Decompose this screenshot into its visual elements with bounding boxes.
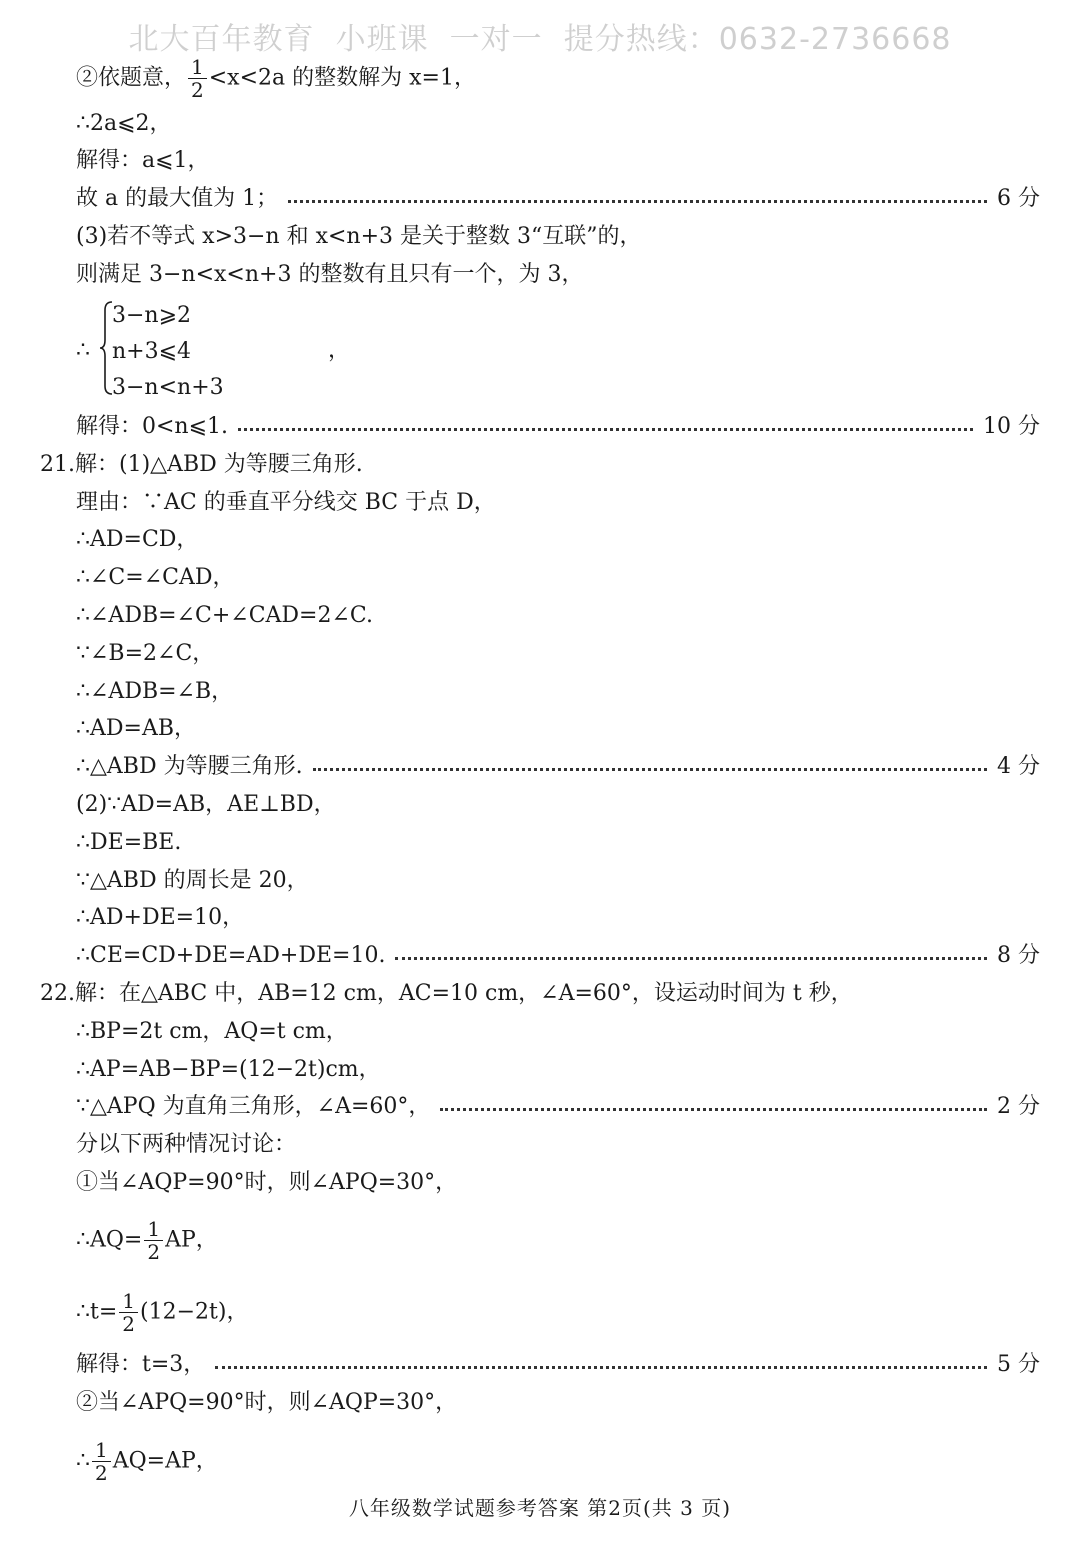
p21-line-6: ∵∠B=2∠C，	[76, 641, 215, 666]
p22-line-7-text-a: ∴AQ=	[76, 1227, 143, 1253]
fraction: $\frac{1}{2}$	[188, 56, 207, 101]
system-row-1: 3−n⩾2	[112, 303, 192, 328]
p21-line-9	[76, 748, 1040, 786]
p22-line-11-text-b: AQ=AP，	[112, 1448, 218, 1474]
p21-line-3: ∴AD=CD，	[76, 527, 199, 552]
p22-line-4-text: ∵△APQ 为直角三角形，∠A=60°，	[76, 1094, 431, 1119]
dotted-leader	[238, 428, 973, 431]
system-row-3: 3−n<n+3	[112, 375, 224, 400]
p22-line-8-text-a: ∴t=	[76, 1299, 118, 1325]
p20-line-7-text: 解得：0<n⩽1.	[76, 414, 229, 439]
p21-line-8: ∴AD=AB，	[76, 716, 197, 741]
p21-line-4: ∴∠C=∠CAD，	[76, 565, 235, 590]
p22-line-1: 22.解：在△ABC 中，AB=12 cm，AC=10 cm，∠A=60°，设运动时间为 t 秒，	[40, 981, 853, 1006]
p22-line-11	[76, 1438, 218, 1485]
p21-line-11: ∴DE=BE.	[76, 830, 182, 855]
p21-line-14	[76, 937, 1040, 975]
score-label: 4 分	[997, 754, 1040, 779]
dotted-leader	[440, 1108, 987, 1111]
score-label: 2 分	[997, 1094, 1040, 1119]
dotted-leader	[215, 1366, 987, 1369]
p21-line-5: ∴∠ADB=∠C+∠CAD=2∠C.	[76, 603, 373, 628]
score-label: 8 分	[997, 943, 1040, 968]
p22-line-2: ∴BP=2t cm，AQ=t cm，	[76, 1019, 348, 1044]
p21-line-12: ∵△ABD 的周长是 20，	[76, 868, 309, 893]
p20-line-6: 则满足 3−n<x<n+3 的整数有且只有一个，为 3，	[76, 262, 584, 287]
p22-line-9-text: 解得：t=3，	[76, 1352, 206, 1377]
p20-line-1	[76, 55, 476, 102]
system-comma: ，	[328, 338, 351, 363]
p22-line-11-text-a: ∴	[76, 1448, 90, 1474]
p22-line-10: ②当∠APQ=90°时，则∠AQP=30°，	[76, 1390, 458, 1415]
inequality-system	[76, 298, 376, 402]
p22-line-4	[76, 1088, 1040, 1126]
score-label: 10 分	[983, 414, 1040, 439]
page-footer: 八年级数学试题参考答案 第2页(共 3 页)	[348, 1496, 732, 1520]
fraction: $\frac{1}{2}$	[119, 1290, 138, 1335]
p20-line-1-text-a: ②依题意，	[76, 65, 187, 91]
p20-line-5: (3)若不等式 x>3−n 和 x<n+3 是关于整数 3“互联”的，	[76, 224, 642, 249]
p22-line-7	[76, 1217, 218, 1264]
p21-line-13: ∴AD+DE=10，	[76, 905, 245, 930]
p22-line-3: ∴AP=AB−BP=(12−2t)cm，	[76, 1057, 381, 1082]
fraction: $\frac{1}{2}$	[144, 1218, 163, 1263]
p20-line-2: ∴2a⩽2，	[76, 111, 172, 136]
p20-line-1-text-b: <x<2a 的整数解为 x=1，	[208, 65, 476, 91]
p20-line-4-text: 故 a 的最大值为 1；	[76, 186, 279, 211]
system-row-2: n+3⩽4	[112, 339, 192, 364]
score-label: 5 分	[997, 1352, 1040, 1377]
p21-line-2: 理由：∵AC 的垂直平分线交 BC 于点 D，	[76, 490, 496, 515]
p22-line-8-text-b: (12−2t)，	[140, 1299, 249, 1325]
p22-line-9	[76, 1346, 1040, 1384]
p22-line-6: ①当∠AQP=90°时，则∠APQ=30°，	[76, 1170, 458, 1195]
therefore-symbol: ∴	[76, 338, 90, 363]
p20-line-7	[76, 408, 1040, 446]
p22-line-8	[76, 1289, 249, 1336]
watermark-banner: 北大百年教育 小班课 一对一 提分热线：0632-2736668	[128, 22, 952, 57]
p20-line-3: 解得：a⩽1，	[76, 148, 210, 173]
p21-line-10: (2)∵AD=AB，AE⊥BD，	[76, 792, 336, 817]
p21-line-1: 21.解：(1)△ABD 为等腰三角形.	[40, 452, 363, 477]
p22-line-5: 分以下两种情况讨论：	[76, 1132, 297, 1157]
p21-line-9-text: ∴△ABD 为等腰三角形.	[76, 754, 303, 779]
p22-line-7-text-b: AP，	[165, 1227, 218, 1253]
score-label: 6 分	[997, 186, 1040, 211]
p21-line-7: ∴∠ADB=∠B，	[76, 679, 234, 704]
p20-line-4	[76, 180, 1040, 218]
fraction: $\frac{1}{2}$	[92, 1439, 111, 1484]
dotted-leader	[395, 957, 987, 960]
dotted-leader	[313, 768, 987, 771]
dotted-leader	[288, 200, 987, 203]
p21-line-14-text: ∴CE=CD+DE=AD+DE=10.	[76, 943, 386, 968]
